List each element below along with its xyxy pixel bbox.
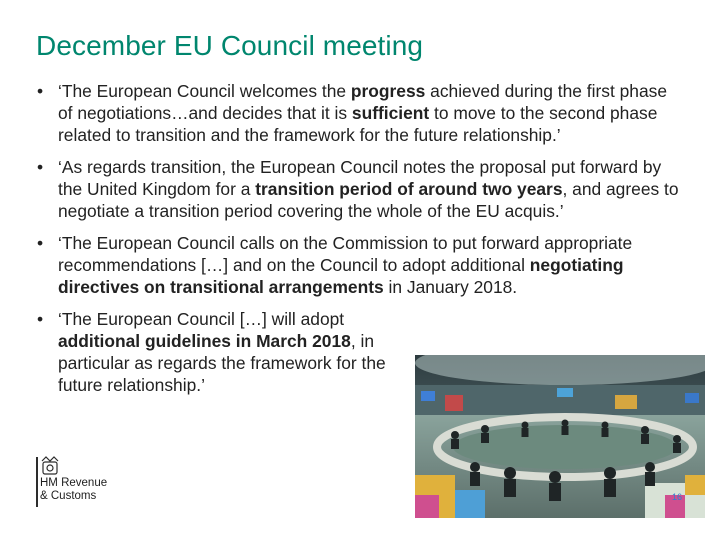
bullet-symbol: • (36, 157, 44, 177)
bullet-item (30, 308, 420, 396)
bullet-item (30, 80, 680, 146)
bullet-text: ‘The European Council […] will adopt additional guidelines in March 2018, in particular as regards the framework for the future relationship.’ (58, 309, 386, 395)
hmrc-logo (36, 455, 136, 510)
council-meeting-photo (415, 355, 705, 518)
slide-title: December EU Council meeting (36, 30, 424, 61)
bullet-symbol: • (36, 81, 44, 101)
crest-icon (36, 455, 64, 477)
logo-text (40, 477, 107, 503)
bullet-symbol: • (36, 309, 44, 329)
logo-line-2: & Customs (40, 490, 97, 502)
page-number: 16 (672, 492, 683, 502)
bullet-item (30, 156, 680, 222)
bullet-text: ‘As regards transition, the European Council notes the proposal put forward by the United Kingdom for a transition period of around two years, and agrees to negotiate a transition period covering the whole of the EU acquis.’ (58, 157, 679, 221)
bullet-item (30, 232, 680, 298)
bullet-text: ‘The European Council welcomes the progress achieved during the first phase of negotiations…and decides that it is sufficient to move to the second phase related to transition and the framework for the future relationship.’ (58, 81, 668, 145)
bullet-text: ‘The European Council calls on the Commission to put forward appropriate recommendations […] and on the Council to adopt additional negotiating directives on transitional arrangements in January 2018. (58, 233, 633, 297)
logo-line-1: HM Revenue (40, 477, 108, 489)
bullet-symbol: • (36, 233, 44, 253)
